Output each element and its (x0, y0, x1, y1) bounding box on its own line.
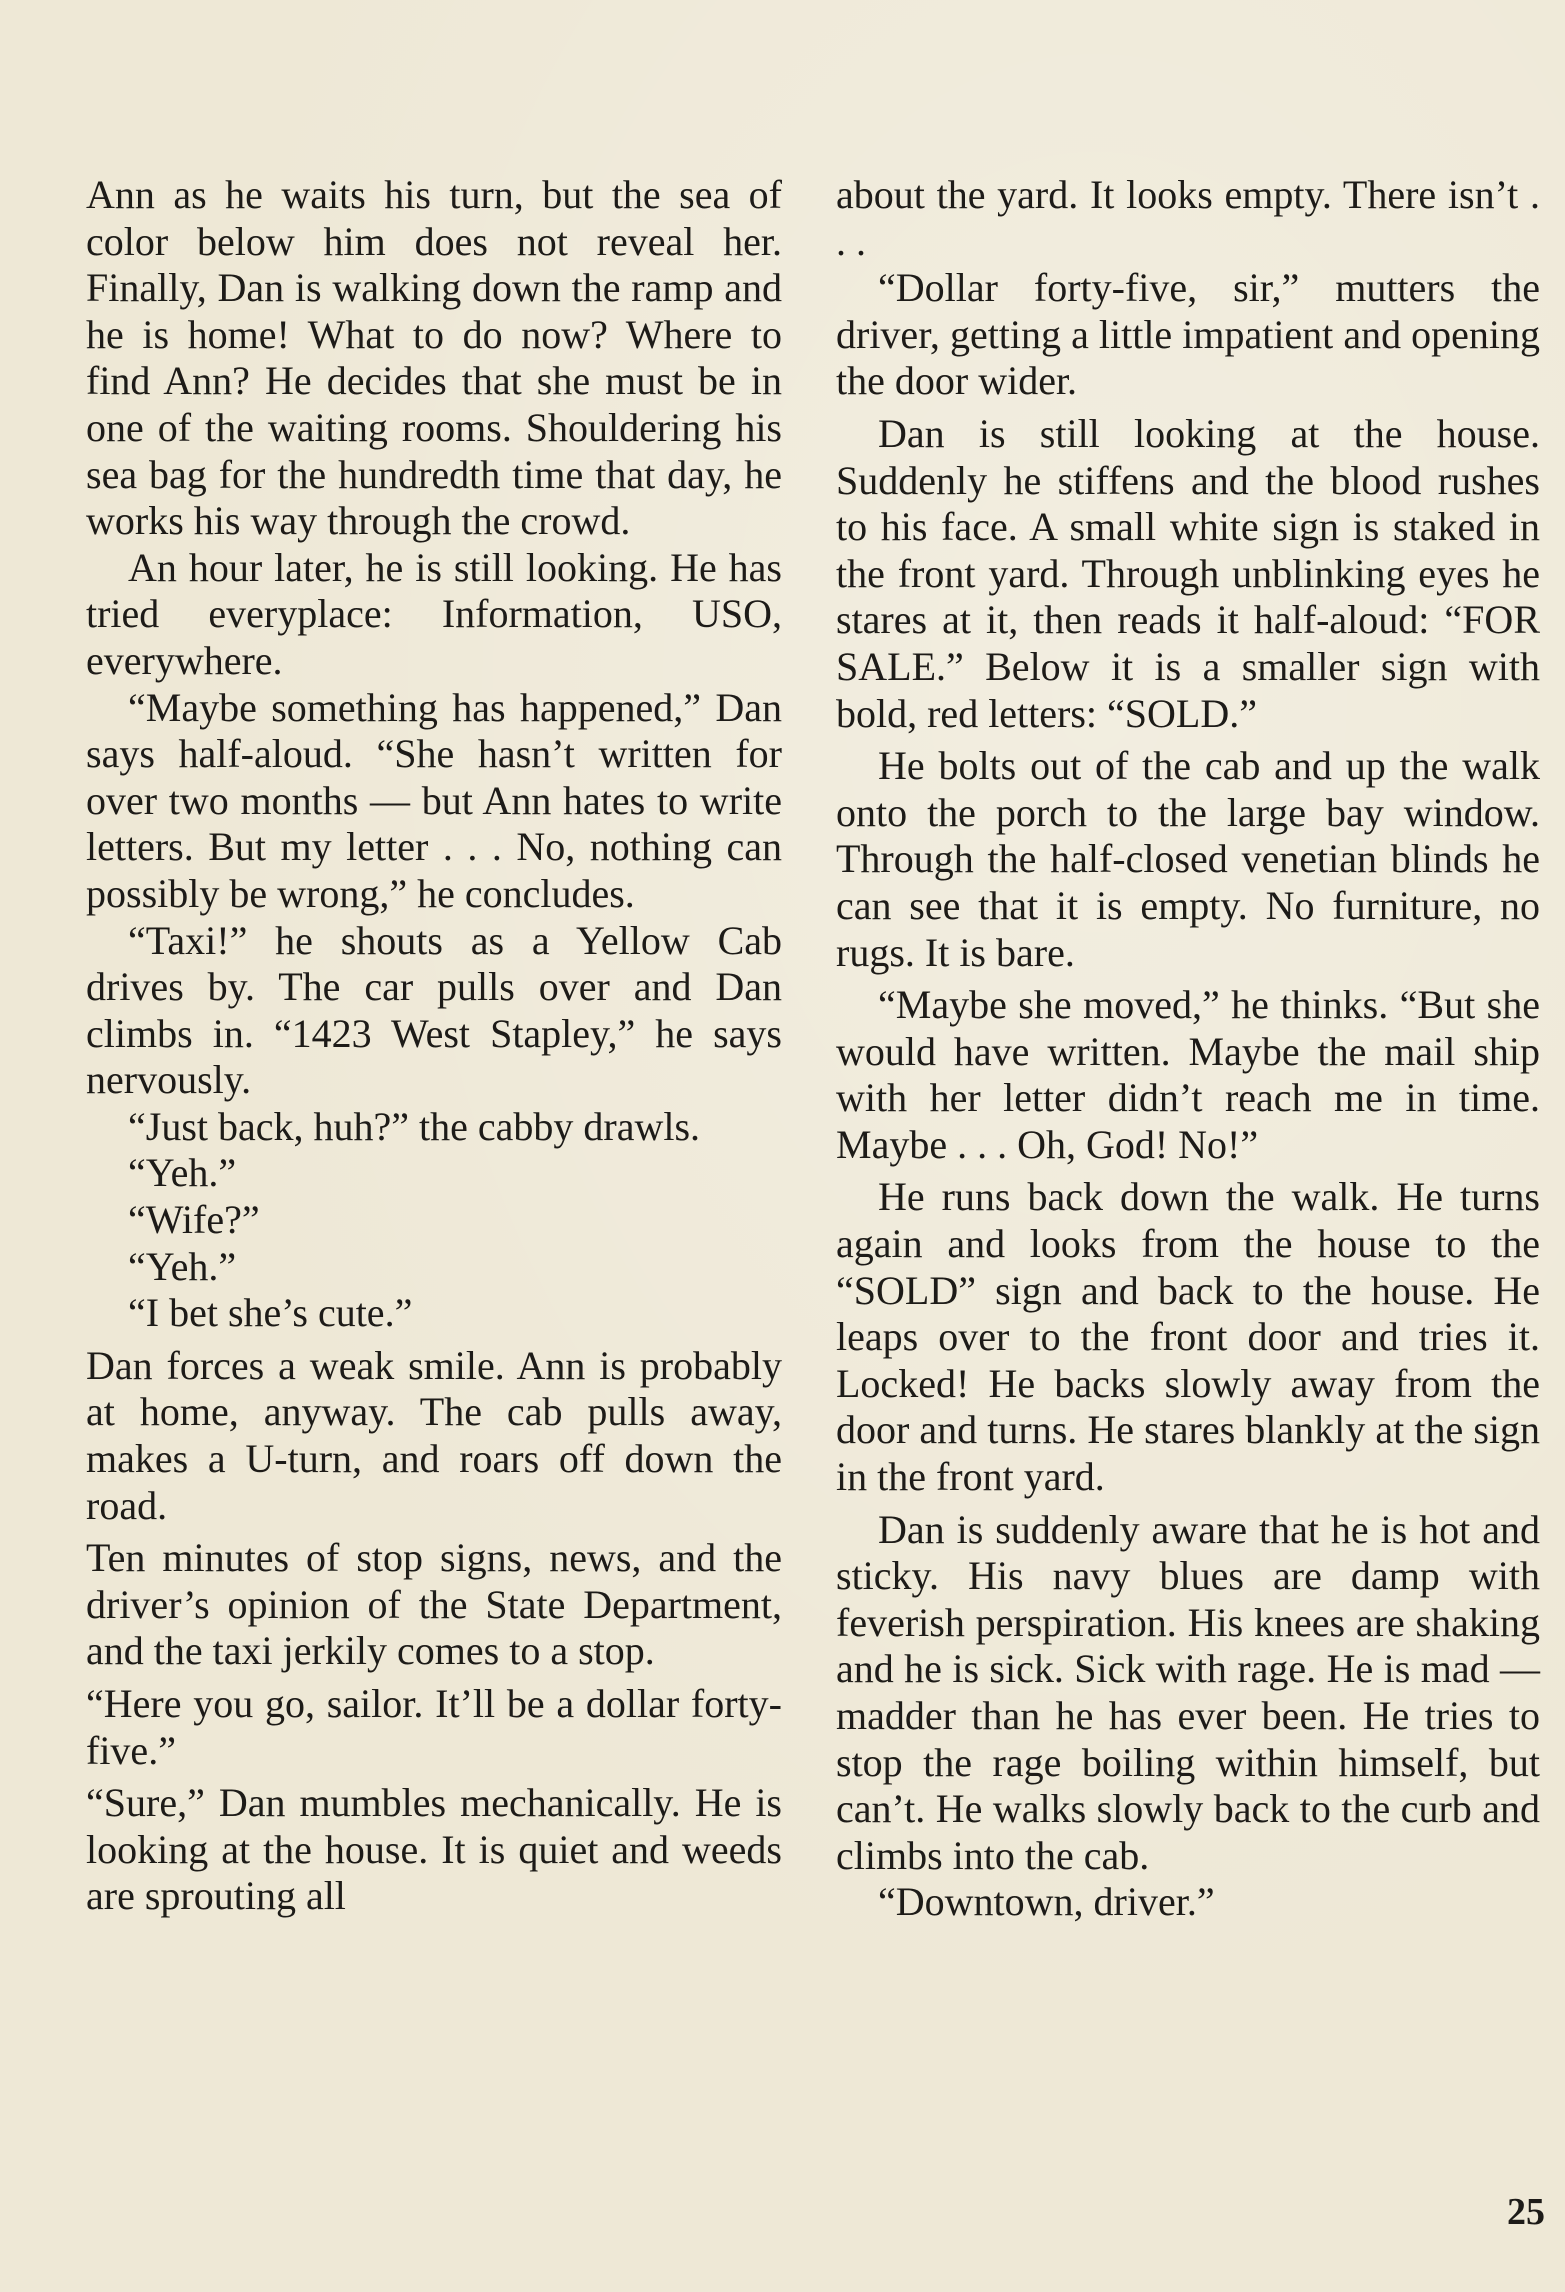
right-text-column (836, 172, 1540, 1926)
paragraph: “Downtown, driver.” (878, 1879, 1215, 1925)
paragraph: He bolts out of the cab and up the walk onto the porch to the large bay window. Through the half-closed venetian blinds he can see that it is empty. No furniture, no rugs. It is bare. (836, 743, 1540, 975)
paragraph: “Here you go, sailor. It’ll be a dollar forty-five.” (86, 1681, 782, 1773)
paragraph: An hour later, he is still looking. He has tried everyplace: Information, USO, everywhere. (86, 544, 782, 683)
paragraph: “Sure,” Dan mumbles mechanically. He is looking at the house. It is quiet and weeds are sprouting all (86, 1780, 782, 1919)
left-text-column (86, 172, 782, 1920)
paragraph: Ann as he waits his turn, but the sea of color below him does not reveal her. Finally, Dan is walking down the ramp and he is home! What to do now? Where to find Ann? He decides that she must be in one of the waiting rooms. Shouldering his sea bag for the hundredth time that day, he works his way through the crowd. (86, 172, 782, 544)
paragraph: He runs back down the walk. He turns again and looks from the house to the “SOLD” sign and back to the house. He leaps over to the front door and tries it. Locked! He backs slowly away from the door and turns. He stares blankly at the sign in the front yard. (836, 1174, 1540, 1500)
paragraph: about the yard. It looks empty. There isn’t . . . (836, 172, 1540, 264)
paragraph: Ten minutes of stop signs, news, and the driver’s opinion of the State Department, and the taxi jerkily comes to a stop. (86, 1535, 782, 1674)
paragraph: “I bet she’s cute.” (128, 1290, 413, 1336)
paragraph: Dan is suddenly aware that he is hot and sticky. His navy blues are damp with feverish perspiration. His knees are shaking and he is sick. Sick with rage. He is mad — madder than he has ever been. He tries to stop the rage boiling within himself, but can’t. He walks slowly back to the curb and climbs into the cab. (836, 1506, 1540, 1878)
paragraph: Dan is still looking at the house. Suddenly he stiffens and the blood rushes to his face. A small white sign is staked in the front yard. Through unblinking eyes he stares at it, then reads it half-aloud: “FOR SALE.” Below it is a smaller sign with bold, red letters: “SOLD.” (836, 410, 1540, 736)
page-number: 25 (1507, 2191, 1545, 2233)
paragraph: “Yeh.” (128, 1243, 237, 1289)
paragraph: “Yeh.” (128, 1150, 237, 1196)
paragraph: “Taxi!” he shouts as a Yellow Cab drives by. The car pulls over and Dan climbs in. “1423 West Stapley,” he says nervously. (86, 917, 782, 1103)
paragraph: “Wife?” (128, 1197, 260, 1243)
paragraph: “Maybe something has happened,” Dan says half-aloud. “She hasn’t written for over two months — but Ann hates to write letters. But my letter . . . No, nothing can possibly be wrong,” he concludes. (86, 684, 782, 916)
paragraph: “Dollar forty-five, sir,” mutters the driver, getting a little impatient and opening the door wider. (836, 265, 1540, 404)
paragraph: Dan forces a weak smile. Ann is probably at home, anyway. The cab pulls away, makes a U-turn, and roars off down the road. (86, 1342, 782, 1528)
paragraph: “Just back, huh?” the cabby drawls. (128, 1103, 701, 1149)
paragraph: “Maybe she moved,” he thinks. “But she would have written. Maybe the mail ship with her letter didn’t reach me in time. Maybe . . . Oh, God! No!” (836, 982, 1540, 1167)
